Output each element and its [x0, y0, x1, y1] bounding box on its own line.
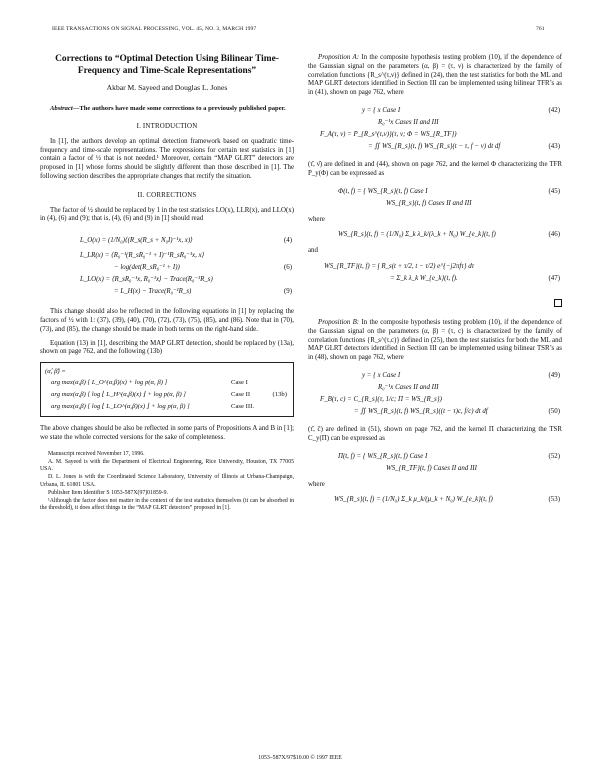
corrections-paragraph-3: Equation (13) in [1], describing the MAP GLRT detection, should be replaced by (13a), shown on page 762, and the following (13b)	[40, 339, 294, 356]
abstract-label: Abstract—	[50, 104, 80, 112]
equation-13b-head: (α̂, β̂) =	[45, 368, 66, 376]
equation-block-4-9	[40, 229, 294, 308]
right-column	[308, 54, 562, 512]
and-1: and	[308, 247, 318, 255]
proposition-a	[308, 54, 562, 98]
equation-13b-case-2: arg max(α,β) [ log ⌊ L_H^(α,β)(x) ⌋ + log p(α, β) ] Case II (13b)	[51, 391, 287, 399]
footnote-sayeed: A. M. Sayeed is with the Department of Electrical Engineering, Rice University, Houston, TX 77005 USA.	[40, 458, 294, 473]
proposition-b	[308, 319, 562, 363]
proposition-b-text: In the composite hypothesis testing problem (10), if the dependence of the Gaussian signal on the parameters (α, β) = (τ, c) is characterized by the family of correlation functions {R_s^(τ,c)} defined in (25), then the test statistics for both the ML and MAP GLRT detectors identified in Section III can be implemented using bilinear TSR’s as in (48), shown on page 762, where	[308, 318, 562, 362]
equation-46: WS_{R_s}(t, f) = (1/N₀) Σ_k λ_k/(λ_k + N₀) W_{e_k}(t, f) (46)	[338, 231, 560, 239]
end-of-proof-mark	[308, 299, 562, 311]
equation-6-line-1: L_LR(x) = ⟨R₀⁻¹(R_sR₀⁻¹ + I)⁻¹R_sR₀⁻¹x, x⟩	[80, 252, 205, 260]
footnote-pii: Publisher Item Identifier S 1053-587X(97)01859-9.	[48, 489, 168, 496]
where-2: where	[308, 480, 325, 488]
equation-43: = ∬ WS_{R_s}(t, f) WS_{R_s}(t − τ, f − ν) dt df (43)	[368, 142, 560, 150]
corrections-heading: II. CORRECTIONS	[137, 191, 197, 199]
footnote-received: Manuscript received November 17, 1996.	[48, 450, 145, 457]
left-column	[40, 54, 294, 513]
abstract-text: The authors have made some corrections to a previously published paper.	[79, 104, 286, 112]
footnotes	[40, 451, 294, 513]
equation-fb: F_B(τ, c) = C_{R_s}(τ, 1/c; Π = WS_{R_s})	[320, 395, 442, 403]
proposition-a-text-2: (τ̂, ν̂) are defined in and (44), shown on page 762, and the kernel Φ characterizing the TFR P_y(Φ) can be expressed as	[308, 160, 562, 177]
equation-block-52	[308, 449, 562, 481]
article-title: Corrections to “Optimal Detection Using Bilinear Time-Frequency and Time-Scale Representations”	[55, 54, 279, 76]
equation-fa: F_A(τ, ν) = P_{R_s^(τ,ν)}(τ, ν; Φ = WS_{R_TF})	[320, 130, 457, 138]
equation-13b-case-3: arg max(α,β) [ log ⌊ L_LO^(α,β)(x) ⌋ + log p(α, β) ] Case III.	[51, 403, 255, 411]
proposition-a-text: In the composite hypothesis testing problem (10), if the dependence of the Gaussian signal on the parameters (α, β) = (τ, ν) is characterized by the family of correlation functions {R_s^(τ,ν)} defined in (24), then the test statistics for both the ML and MAP GLRT detectors identified in Section III can be implemented using bilinear TFR’s as in (41), shown on page 762, where	[308, 54, 562, 97]
intro-paragraph: In [1], the authors develop an optimal detection framework based on quadratic time-frequency and time-scale representations. The expressions for certain test statistics in [1] contain a factor of ½ that is not needed.¹ Moreover, certain “MAP GLRT” detectors are proposed in [1] whose forms should be slightly different than those described in [1]. The following section describes the appropriate changes that rectify the situation.	[40, 137, 294, 180]
equation-42-line-1: y = { x Case I (42)	[362, 106, 560, 114]
corrections-paragraph-2: This change should also be reflected in the following equations in [1] by replacing the factors of ½ with 1: (37), (39), (40), (70), (72), (73), (75), (85), and (86). Note that in (70), (73), and (85), the change should be made in both terms on the right-hand side.	[40, 308, 294, 333]
equation-block-53	[308, 494, 562, 512]
corrections-paragraph-4: The above changes should be also be reflected in some parts of Propositions A and B in [1]; we state the whole corrected versions for the sake of completeness.	[40, 425, 294, 441]
equation-block-42-43	[308, 103, 562, 161]
qed-square-icon	[554, 299, 562, 307]
equation-45-line-1: Φ(t, f) = { WS_{R_s}(t, f) Case I (45)	[338, 187, 560, 195]
equation-4: L_O(x) = (1/N₀)⟨(R_s(R_s + N₀I)⁻¹x, x)⟩ (4)	[80, 237, 292, 245]
footnote-1: ¹Although the factor does not matter in the context of the test statistics themselves (it can be absorbed in the threshold), it does affect things in the “MAP GLRT detectors” proposed in [1].	[40, 497, 294, 512]
equation-9-line-2: = L_H(x) − Trace(R₀⁻¹R_s) (9)	[114, 288, 292, 296]
page-number: 761	[536, 26, 545, 32]
equation-block-46	[308, 229, 562, 247]
equation-13b-case-1: arg max(α,β) [ L_O^(α,β)(x) + log p(α, β) ] Case I	[51, 379, 248, 387]
equation-47-line-2: = Σ_k λ_k W_{e_k}(t, f). (47)	[390, 275, 560, 283]
equation-6-line-2: − log(det(R_sR₀⁻¹ + I)) (6)	[114, 264, 292, 272]
equation-52-line-2: WS_{R_TF}(t, f) Cases II and III	[386, 464, 477, 472]
corrections-paragraph-1: The factor of ½ should be replaced by 1 in the test statistics LO(x), LLR(x), and LLO(x) in (4), (6) and (9); that is, (4), (6) and (9) in [1] should read	[40, 206, 294, 223]
equation-49-line-1: y = { x Case I (49)	[362, 371, 560, 379]
equation-47-line-1: WS_{R_TF}(t, f) = ∫ R_s(t + τ/2, t − τ/2) e^{−j2πfτ} dτ	[324, 263, 475, 271]
article-authors: Akbar M. Sayeed and Douglas L. Jones	[106, 83, 228, 92]
equation-block-47	[308, 261, 562, 293]
running-header: IEEE TRANSACTIONS ON SIGNAL PROCESSING, VOL. 45, NO. 3, MARCH 1997	[52, 26, 257, 32]
footnote-jones: D. L. Jones is with the Coordinated Science Laboratory, University of Illinois at Urbana-Champaign, Urbana, IL 61801 USA.	[40, 474, 294, 488]
proposition-b-text-2: (τ̂, ĉ) are defined in (51), shown on page 762, and the kernel Π characterizing the TSR C_y(Π) can be expressed as	[308, 425, 562, 442]
equation-50: = ∬ WS_{R_s}(t, f) WS_{R_s}((t − τ)c, f/c) dt df (50)	[354, 407, 560, 415]
equation-block-45	[308, 184, 562, 216]
equation-45-line-2: WS_{R_s}(t, f) Cases II and III	[386, 199, 472, 207]
copyright-footer: 1053–587X/97$10.00 © 1997 IEEE	[258, 755, 342, 761]
equation-52-line-1: Π(t, f) = { WS_{R_s}(t, f) Case I (52)	[338, 452, 560, 460]
abstract	[40, 105, 294, 113]
equation-block-49-50	[308, 368, 562, 426]
proposition-a-label: Proposition A:	[318, 54, 359, 61]
equation-42-line-2: R₀⁻¹x Cases II and III	[378, 118, 439, 126]
intro-heading: I. INTRODUCTION	[136, 123, 198, 130]
equation-9-line-1: L_LO(x) = ⟨R_sR₀⁻¹x, R₀⁻¹x⟩ − Trace(R₀⁻¹R_s)	[80, 276, 213, 284]
equation-49-line-2: R₀⁻¹x Cases II and III	[378, 383, 439, 391]
equation-53: WS_{R_s}(t, f) = (1/N₀) Σ_k μ_k/(μ_k + N₀) W_{e_k}(t, f) (53)	[334, 496, 560, 504]
proposition-b-label: Proposition B:	[318, 318, 360, 326]
where-1: where	[308, 215, 325, 223]
equation-13b-box	[40, 362, 294, 417]
